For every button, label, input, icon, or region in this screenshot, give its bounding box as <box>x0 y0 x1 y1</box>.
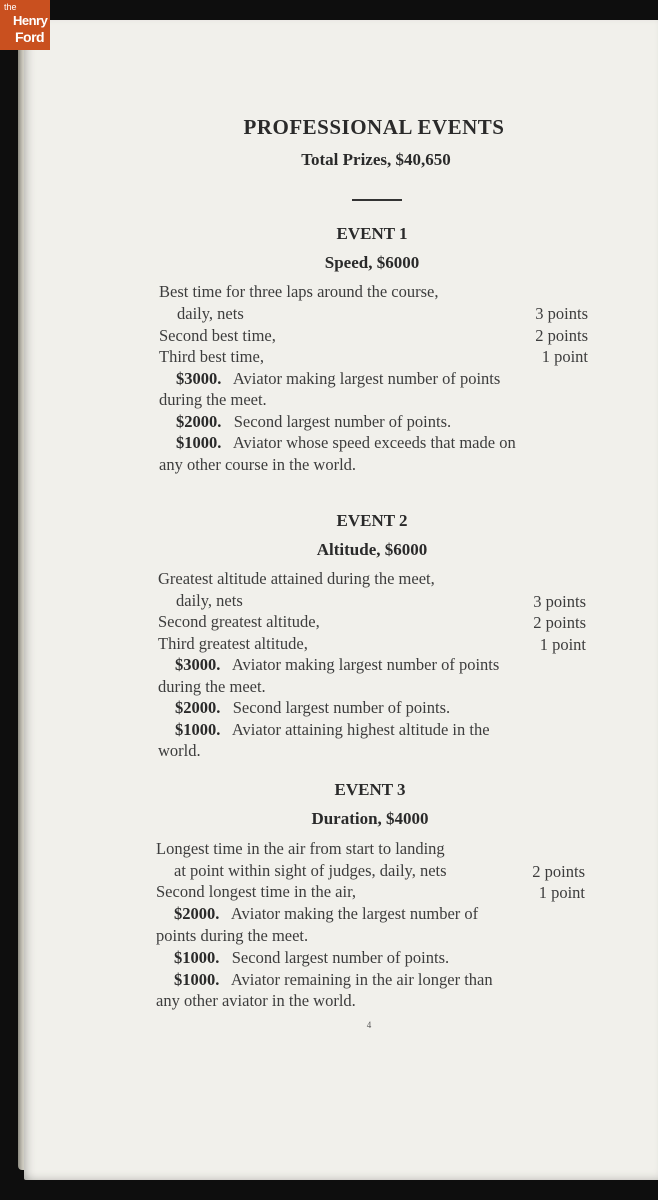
event-3-points: 1 point <box>538 883 585 902</box>
prize-text: Aviator making largest number of points <box>231 655 500 674</box>
prize-amount: $1000. <box>176 433 222 452</box>
event-2-line: Third greatest altitude, <box>158 634 308 653</box>
event-1-line: Best time for three laps around the course, <box>159 282 439 301</box>
event-1-name: Speed, $6000 <box>324 253 420 272</box>
prize-amount: $3000. <box>176 369 222 388</box>
prize-text: Aviator remaining in the air longer than <box>230 970 493 989</box>
prize-text: Aviator whose speed exceeds that made on <box>232 433 516 452</box>
event-2-prize-3-cont: world. <box>158 741 201 760</box>
event-2-name: Altitude, $6000 <box>316 540 428 559</box>
event-3-line: at point within sight of judges, daily, nets <box>174 861 447 880</box>
event-3-name: Duration, $4000 <box>311 809 429 828</box>
prize-text: Aviator making largest number of points <box>232 369 501 388</box>
prize-text: Aviator attaining highest altitude in the <box>231 720 490 739</box>
prize-amount: $2000. <box>176 412 222 431</box>
event-1-prize-1 <box>176 371 500 388</box>
event-1-prize-2 <box>176 414 451 431</box>
logo-ford: Ford <box>15 29 45 45</box>
prize-amount: $3000. <box>175 655 221 674</box>
event-1-points: 1 point <box>541 347 588 366</box>
event-2-prize-3 <box>175 722 490 739</box>
logo-the: the <box>4 2 17 12</box>
event-2-prize-1 <box>175 657 499 674</box>
event-1-line: daily, nets <box>177 304 244 323</box>
event-2-label: EVENT 2 <box>336 511 408 530</box>
event-2-points: 3 points <box>533 592 586 611</box>
divider-rule <box>352 199 402 201</box>
prize-text: Second largest number of points. <box>233 412 452 431</box>
event-1-points: 2 points <box>535 326 588 345</box>
henry-ford-logo <box>0 0 50 50</box>
event-3-prize-2 <box>174 950 449 967</box>
event-1-label: EVENT 1 <box>336 224 408 243</box>
event-1-points: 3 points <box>535 304 588 323</box>
page-subtitle: Total Prizes, $40,650 <box>301 150 451 169</box>
event-2-prize-1-cont: during the meet. <box>158 677 266 696</box>
event-2-line: daily, nets <box>176 591 243 610</box>
event-3-prize-3-cont: any other aviator in the world. <box>156 991 356 1010</box>
event-3-prize-1 <box>174 906 478 923</box>
event-1-line: Third best time, <box>159 347 264 366</box>
event-1-prize-1-cont: during the meet. <box>159 390 267 409</box>
prize-amount: $1000. <box>174 970 220 989</box>
event-3-prize-3 <box>174 972 493 989</box>
event-2-line: Greatest altitude attained during the meet, <box>158 569 435 588</box>
prize-text: Second largest number of points. <box>231 948 450 967</box>
prize-amount: $1000. <box>175 720 221 739</box>
logo-henry: Henry <box>13 13 48 28</box>
event-2-line: Second greatest altitude, <box>158 612 320 631</box>
page-title: PROFESSIONAL EVENTS <box>243 115 505 139</box>
event-3-line: Longest time in the air from start to landing <box>156 839 445 858</box>
prize-amount: $2000. <box>174 904 220 923</box>
event-2-prize-2 <box>175 700 450 717</box>
event-3-label: EVENT 3 <box>334 780 406 799</box>
event-3-points: 2 points <box>532 862 585 881</box>
prize-text: Aviator making the largest number of <box>230 904 479 923</box>
event-3-line: Second longest time in the air, <box>156 882 357 901</box>
page-number: 4 <box>366 1020 372 1030</box>
prize-amount: $2000. <box>175 698 221 717</box>
event-1-prize-3 <box>176 435 516 452</box>
event-2-points: 1 point <box>539 635 586 654</box>
event-1-prize-3-cont: any other course in the world. <box>159 455 357 474</box>
event-3-prize-1-cont: points during the meet. <box>156 926 309 945</box>
prize-text: Second largest number of points. <box>232 698 451 717</box>
prize-amount: $1000. <box>174 948 220 967</box>
event-2-points: 2 points <box>533 613 586 632</box>
event-1-line: Second best time, <box>159 326 276 345</box>
